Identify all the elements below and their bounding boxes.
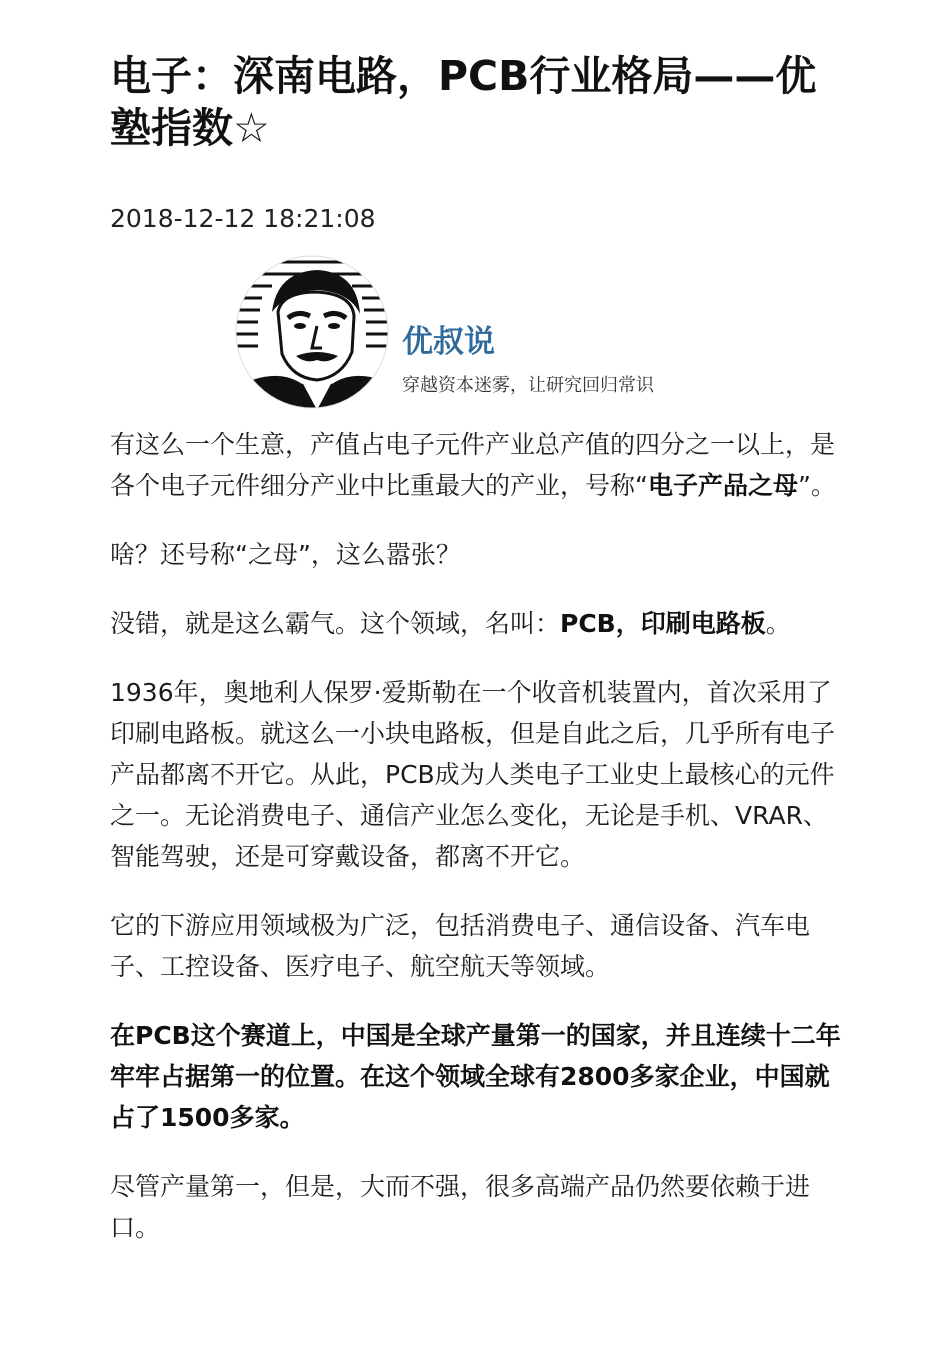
article (110, 0, 850, 1248)
paragraph-3-text: 没错，就是这么霸气。这个领域，名叫： (110, 609, 561, 638)
author-tagline: 穿越资本迷雾，让研究回归常识 (402, 375, 654, 396)
paragraph-4: 1936年，奥地利人保罗·爱斯勒在一个收音机装置内，首次采用了印刷电路板。就这么一小块电路板，但是自此之后，几乎所有电子产品都离不开它。从此，PCB成为人类电子工业史上最核心的元件之一。无论消费电子、通信产业怎么变化，无论是手机、VRAR、智能驾驶，还是可穿戴设备，都离不开它。 (110, 678, 836, 871)
woodcut-portrait-avatar-icon (232, 252, 392, 412)
paragraph-1 (110, 424, 850, 506)
author-banner (232, 252, 722, 412)
paragraph-3-bold: PCB，印刷电路板 (560, 609, 766, 638)
paragraph-1-text: 有这么一个生意，产值占电子元件产业总产值的四分之一以上，是各个电子元件细分产业中比重最大的产业，号称“ (110, 430, 836, 500)
author-name: 优叔说 (402, 324, 495, 360)
paragraph-6 (110, 1015, 850, 1138)
paragraph-3-end: 。 (765, 609, 791, 638)
paragraph-1-bold: 电子产品之母 (647, 471, 798, 500)
article-title: 电子：深南电路，PCB行业格局——优塾指数☆ (110, 52, 817, 152)
paragraph-6-bold: 在PCB这个赛道上，中国是全球产量第一的国家，并且连续十二年牢牢占据第一的位置。在这个领域全球有2800多家企业，中国就占了1500多家。 (110, 1021, 841, 1132)
paragraph-5: 它的下游应用领域极为广泛，包括消费电子、通信设备、汽车电子、工控设备、医疗电子、航空航天等领域。 (110, 911, 811, 981)
paragraph-2: 啥？还号称“之母”，这么嚣张？ (110, 540, 461, 569)
paragraph-7: 尽管产量第一，但是，大而不强，很多高端产品仍然要依赖于进口。 (110, 1172, 811, 1242)
paragraph-1-end: ”。 (797, 471, 836, 500)
publish-timestamp: 2018-12-12 18:21:08 (110, 204, 376, 233)
paragraph-3 (110, 603, 850, 644)
